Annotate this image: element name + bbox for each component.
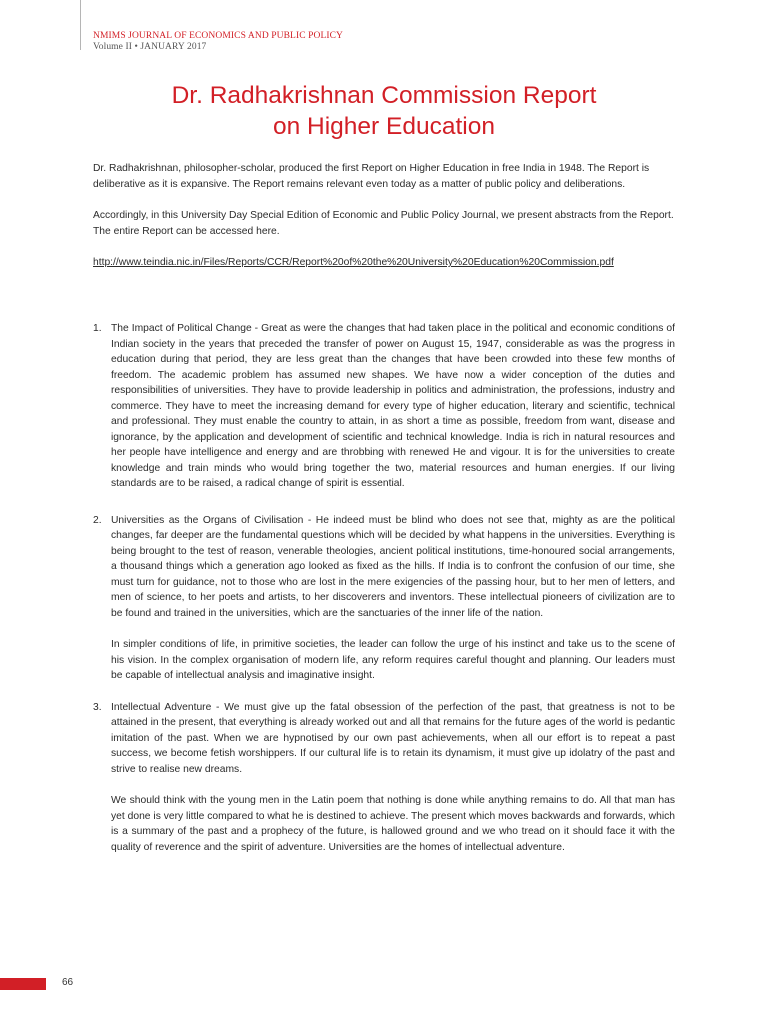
intro-paragraph-2: Accordingly, in this University Day Special Edition of Economic and Public Policy Journal, we present abstracts from the Report. The entire Report can be accessed here. bbox=[93, 210, 674, 237]
footer-accent-bar bbox=[0, 978, 46, 990]
page-number: 66 bbox=[62, 977, 74, 988]
title-line-1: Dr. Radhakrishnan Commission Report bbox=[171, 82, 597, 109]
journal-name: NMIMS JOURNAL OF ECONOMICS AND PUBLIC POLICY bbox=[93, 31, 344, 41]
list-item bbox=[93, 513, 675, 684]
journal-header bbox=[93, 31, 343, 53]
item-number: 3. bbox=[93, 701, 102, 713]
item-paragraph: Universities as the Organs of Civilisation - He indeed must be blind who does not see that, mighty as are the political changes, far deeper are the fundamental questions which will be decided by what happens in the universities. Everything is being brought to the test of reason, venerable theologies, ancient political institutions, time-honoured social arrangements, a thousand things which a generation ago looked as fixed as the hills. If India is to confront the confusion of our time, she must turn for guidance, not to those who are lost in the mere exigencies of the passing hour, but to her men of letters, and men of science, to her poets and artists, to her discoverers and inventors. These intellectual pioneers of civilization are to be found and trained in the universities, which are the sanctuaries of the inner life of the nation. bbox=[111, 514, 675, 619]
item-paragraph: The Impact of Political Change - Great as were the changes that had taken place in the political and economic conditions of Indian society in the years that preceded the transfer of power on August 15, 1947, considerable as was the progress in education during that period, they are less great than the changes that have been crowded into these few months of freedom. The academic problem has assumed new shapes. We have now a wider conception of the duties and responsibilities of universities. They have to provide leadership in politics and administration, the professions, industry and commerce. They have to meet the increasing demand for every type of higher education, literary and scientific, technical and professional. They must enable the country to attain, in as short a time as possible, freedom from want, disease and ignorance, by the application and development of scientific and technical knowledge. India is rich in natural resources and her people have intelligence and energy and are throbbing with renewed He and vigour. It is for the universities to create knowledge and train minds who would bring together the two, material resources and human energies. If our living standards are to be raised, a radical change of spirit is essential. bbox=[111, 323, 675, 489]
list-item bbox=[93, 321, 675, 492]
report-link[interactable]: http://www.teindia.nic.in/Files/Reports/CCR/Report%20of%20the%20University%20Education%20Commission.pdf bbox=[93, 257, 614, 268]
article-title bbox=[0, 80, 768, 142]
intro-paragraph-1: Dr. Radhakrishnan, philosopher-scholar, produced the first Report on Higher Education in free India in 1948. The Report is deliberative as it is expansive. The Report remains relevant even today as a matter of public policy and deliberations. bbox=[93, 163, 650, 190]
header-divider bbox=[80, 0, 81, 50]
title-line-2: on Higher Education bbox=[272, 113, 495, 140]
abstract-list bbox=[93, 321, 675, 855]
item-paragraph: In simpler conditions of life, in primitive societies, the leader can follow the urge of his instinct and take us to the scene of his vision. In the complex organisation of modern life, any reform requires careful thought and planning. Our leaders must be capable of intellectual analysis and imaginative insight. bbox=[111, 639, 675, 681]
item-paragraph: We should think with the young men in the Latin poem that nothing is done while anything remains to do. All that man has yet done is very little compared to what he is destined to achieve. The present which moves backwards and forwards, which is a summary of the past and a prophecy of the future, is hallowed ground and we who tread on it should face it with the quality of reverence and the spirit of adventure. Universities are the homes of intellectual adventure. bbox=[111, 795, 675, 853]
item-number: 1. bbox=[93, 323, 102, 334]
item-number: 2. bbox=[93, 514, 102, 526]
list-item bbox=[93, 700, 675, 856]
journal-volume: Volume II • JANUARY 2017 bbox=[93, 42, 207, 52]
item-paragraph: Intellectual Adventure - We must give up the fatal obsession of the perfection of the past, that greatness is not to be attained in the present, that everything is already worked out and all that remains for the future ages of the world is pedantic imitation of the past. When we are hypnotised by our own past achievements, when all our effort is to repeat a past success, we become fetish worshippers. If our cultural life is to retain its dynamism, it must give up idolatry of the past and strive to realise new dreams. bbox=[111, 701, 675, 775]
